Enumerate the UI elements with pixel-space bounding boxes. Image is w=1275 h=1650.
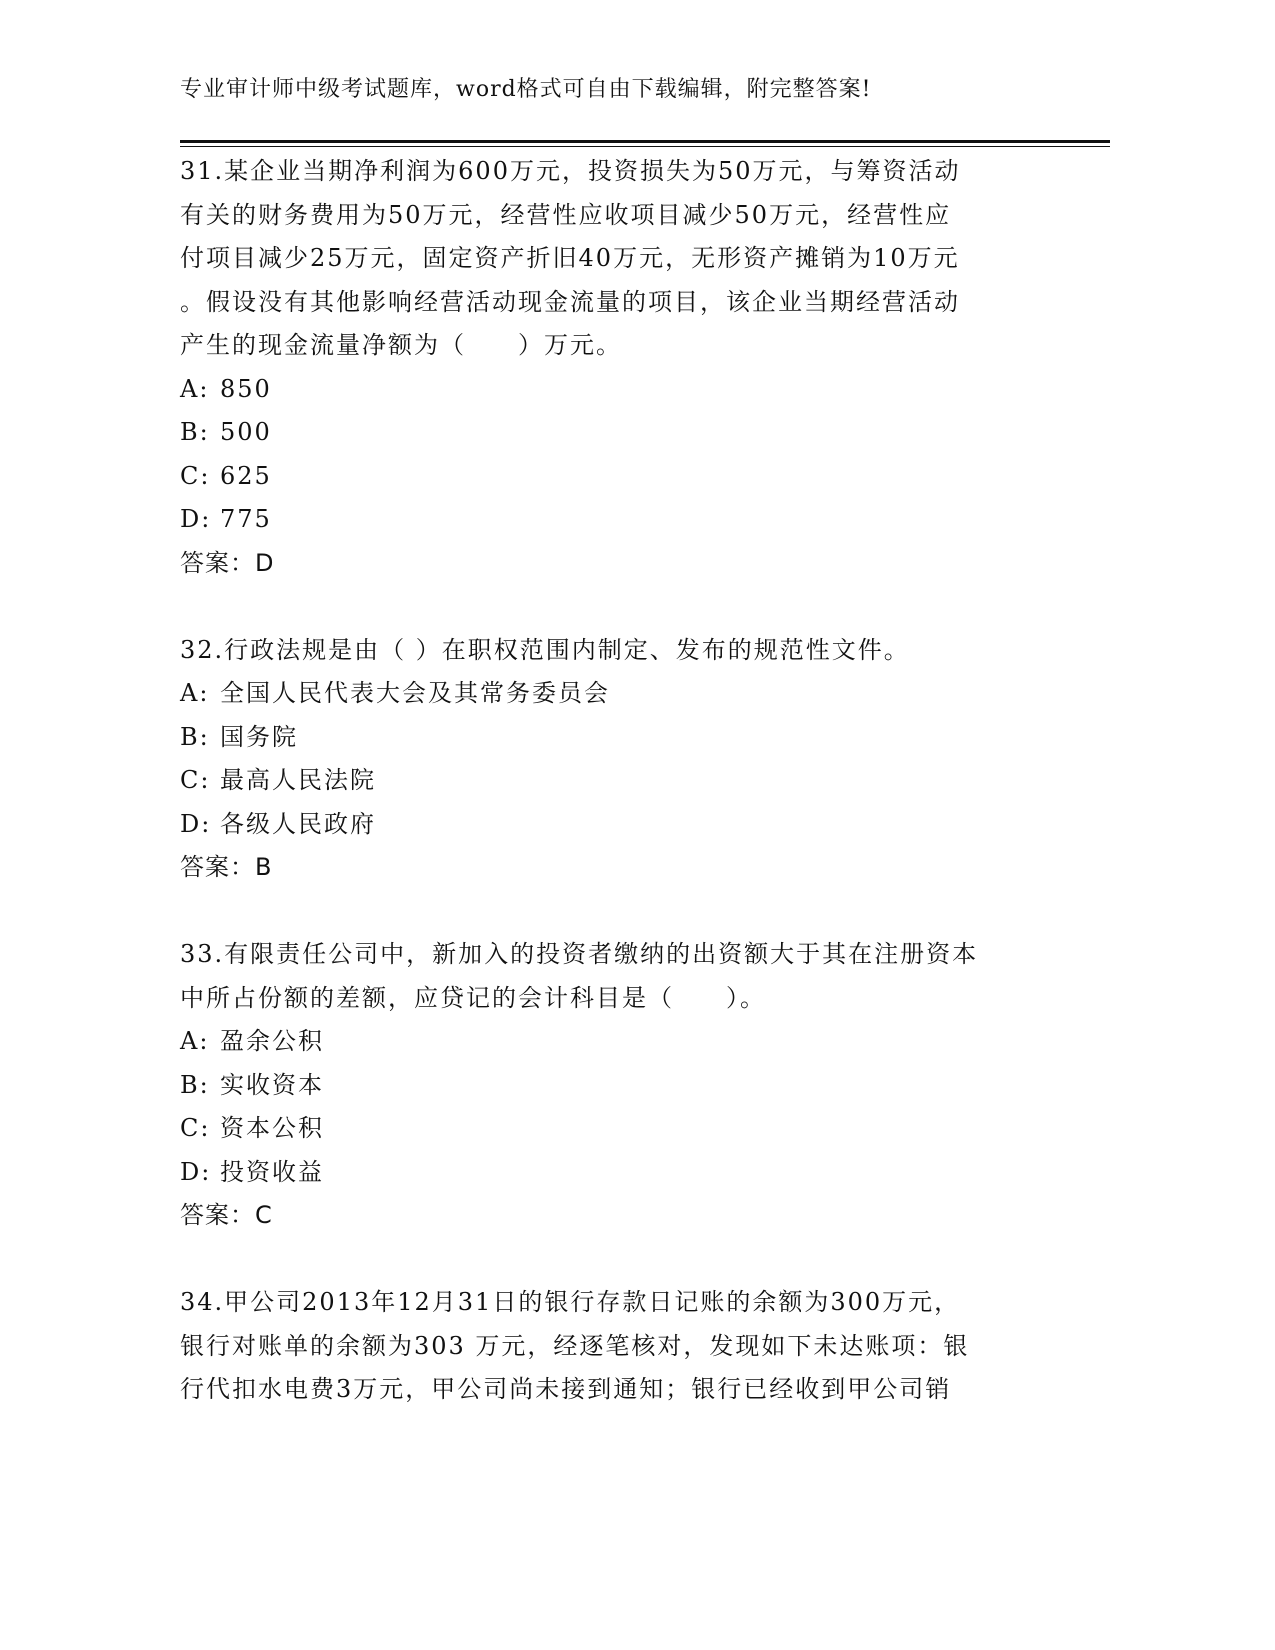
- question-32: [180, 629, 1040, 890]
- question-list: [180, 150, 1040, 1412]
- option-letter: C:: [180, 766, 211, 794]
- option-text: 625: [220, 461, 272, 490]
- option-b: [180, 411, 1040, 455]
- question-31: [180, 150, 1040, 585]
- option-a: [180, 672, 1040, 716]
- question-stem-line: 银行对账单的余额为303 万元，经逐笔核对，发现如下未达账项：银: [180, 1331, 970, 1360]
- option-letter: D:: [180, 505, 212, 533]
- option-letter: D:: [180, 809, 212, 838]
- option-text: 775: [220, 505, 272, 533]
- option-letter: A:: [180, 679, 210, 707]
- question-stem-line: 34.甲公司2013年12月31日的银行存款日记账的余额为300万元，: [180, 1288, 961, 1316]
- answer-line: 答案：C: [180, 1201, 273, 1229]
- option-letter: C:: [180, 1114, 211, 1142]
- option-letter: D:: [180, 1157, 212, 1186]
- header-note: 专业审计师中级考试题库，word格式可自由下载编辑，附完整答案!: [180, 77, 872, 102]
- question-stem-line: 有关的财务费用为50万元，经营性应收项目减少50万元，经营性应: [180, 200, 952, 229]
- option-d: [180, 498, 1040, 542]
- option-letter: A:: [180, 374, 210, 403]
- header-divider-thick: [180, 140, 1110, 143]
- question-stem-line: 32.行政法规是由（ ）在职权范围内制定、发布的规范性文件。: [180, 635, 910, 664]
- option-text: 全国人民代表大会及其常务委员会: [220, 679, 610, 707]
- question-stem-line: 产生的现金流量净额为（ ）万元。: [180, 331, 622, 359]
- option-d: [180, 1151, 1040, 1195]
- option-b: [180, 716, 1040, 760]
- question-stem-line: 33.有限责任公司中，新加入的投资者缴纳的出资额大于其在注册资本: [180, 940, 979, 968]
- option-text: 投资收益: [220, 1157, 324, 1186]
- option-letter: B:: [180, 1070, 210, 1099]
- option-letter: A:: [180, 1027, 210, 1055]
- option-letter: B:: [180, 722, 210, 751]
- option-text: 实收资本: [220, 1070, 324, 1099]
- question-spacer: [180, 890, 1040, 934]
- option-text: 各级人民政府: [220, 809, 376, 838]
- option-text: 盈余公积: [220, 1027, 324, 1055]
- option-letter: B:: [180, 418, 210, 446]
- option-a: [180, 1020, 1040, 1064]
- question-34: [180, 1281, 1040, 1412]
- option-letter: C:: [180, 461, 211, 490]
- option-c: [180, 1107, 1040, 1151]
- option-b: [180, 1064, 1040, 1108]
- option-text: 最高人民法院: [220, 766, 376, 794]
- question-stem-line: 付项目减少25万元，固定资产折旧40万元，无形资产摊销为10万元: [180, 244, 960, 272]
- header-divider-thin: [180, 146, 1110, 147]
- option-text: 500: [220, 418, 272, 446]
- question-stem-line: 。假设没有其他影响经营活动现金流量的项目，该企业当期经营活动: [180, 287, 960, 316]
- question-stem-line: 行代扣水电费3万元，甲公司尚未接到通知；银行已经收到甲公司销: [180, 1375, 952, 1403]
- answer-line: 答案：D: [180, 548, 275, 577]
- header-divider: [180, 140, 1110, 147]
- question-stem-line: 31.某企业当期净利润为600万元，投资损失为50万元，与筹资活动: [180, 157, 961, 185]
- question-stem-line: 中所占份额的差额，应贷记的会计科目是（ ）。: [180, 983, 766, 1012]
- option-d: [180, 803, 1040, 847]
- question-spacer: [180, 585, 1040, 629]
- answer-line: 答案：B: [180, 853, 273, 881]
- question-spacer: [180, 1238, 1040, 1282]
- option-c: [180, 759, 1040, 803]
- option-text: 850: [220, 374, 272, 403]
- option-c: [180, 455, 1040, 499]
- document-page: [180, 0, 1110, 1650]
- option-text: 国务院: [220, 722, 298, 751]
- option-text: 资本公积: [220, 1114, 324, 1142]
- option-a: [180, 368, 1040, 412]
- question-33: [180, 933, 1040, 1238]
